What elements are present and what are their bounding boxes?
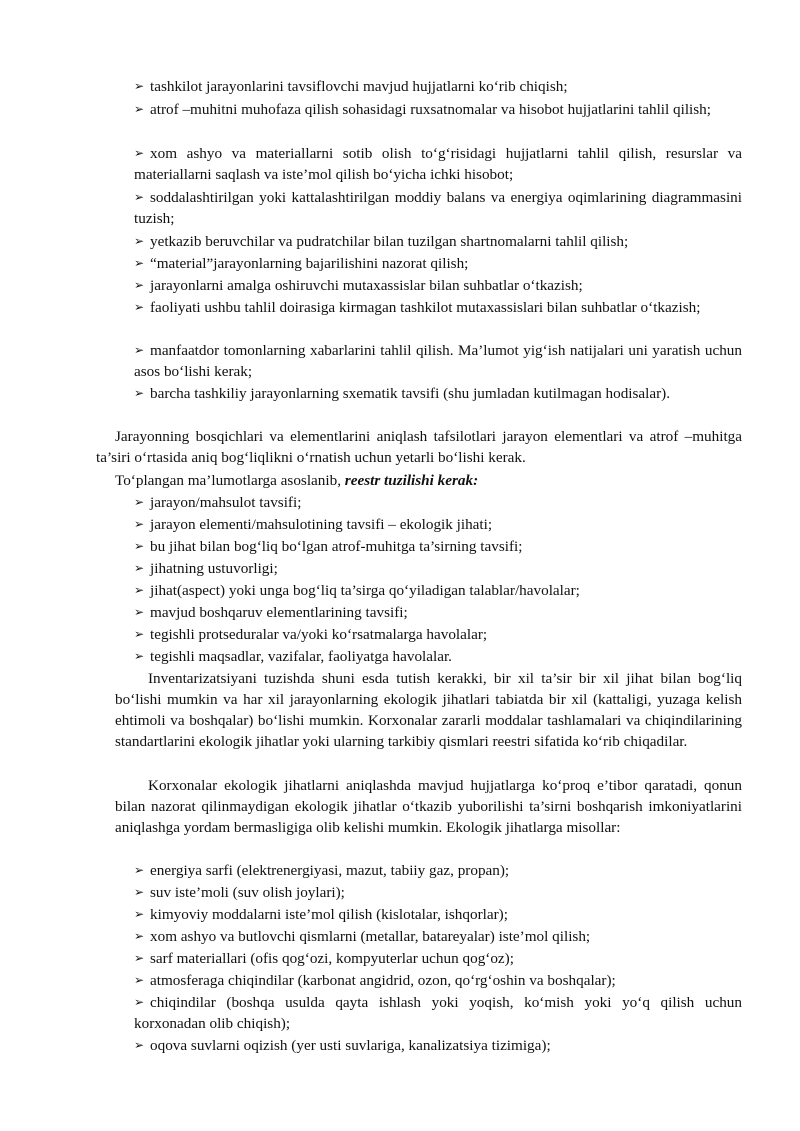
- list-item: ➢ jihatning ustuvorligi;: [134, 560, 278, 577]
- arrow-bullet-icon: ➢: [134, 1038, 145, 1052]
- list-item: ➢ faoliyati ushbu tahlil doirasiga kirmagan tashkilot mutaxassislari bilan suhbatlar o‘tkazish;: [134, 299, 701, 316]
- arrow-bullet-icon: ➢: [134, 561, 145, 575]
- list-item: ➢ xom ashyo va materiallarni sotib olish to‘g‘risidagi hujjatlarni tahlil qilish, resurslar va materiallarni saqlash va iste’mol qilish bo‘yicha ichki hisobot;: [134, 145, 742, 183]
- list-item: ➢ soddalashtirilgan yoki kattalashtirilgan moddiy balans va energiya oqimlarining diagrammasini tuzish;: [134, 189, 742, 227]
- list-item: ➢ jarayon elementi/mahsulotining tavsifi – ekologik jihati;: [134, 516, 493, 533]
- arrow-bullet-icon: ➢: [134, 995, 145, 1009]
- arrow-bullet-icon: ➢: [134, 973, 145, 987]
- arrow-bullet-icon: ➢: [134, 102, 145, 116]
- list-item: ➢ tegishli protseduralar va/yoki ko‘rsatmalarga havolalar;: [134, 626, 488, 643]
- paragraph: Korxonalar ekologik jihatlarni aniqlashda mavjud hujjatlarga ko‘proq e’tibor qaratadi, qonun bilan nazorat qilinmaydigan ekologik jihatlar o‘tkazib yuborilishi ta’sirni boshqarish imkoniyatlarini aniqlashga yordam bermasligiga olib kelishi mumkin. Ekologik jihatlarga misollar:: [115, 777, 742, 836]
- paragraph: Jarayonning bosqichlari va elementlarini aniqlash tafsilotlari jarayon elementlari va atrof –muhitga ta’siri o‘rtasida aniq bog‘liqlikni o‘rnatish uchun yetarli bo‘lishi kerak.: [96, 428, 742, 466]
- arrow-bullet-icon: ➢: [134, 649, 145, 663]
- list-item: ➢ barcha tashkiliy jarayonlarning sxematik tavsifi (shu jumladan kutilmagan hodisalar).: [134, 385, 671, 402]
- emphasis-text: reestr tuzilishi kerak:: [344, 472, 479, 489]
- list-item: ➢ tegishli maqsadlar, vazifalar, faoliyatga havolalar.: [134, 648, 452, 665]
- list-item: ➢ mavjud boshqaruv elementlarining tavsifi;: [134, 604, 408, 621]
- list-item: ➢ tashkilot jarayonlarini tavsiflovchi mavjud hujjatlarni ko‘rib chiqish;: [134, 78, 568, 95]
- list-item: ➢ manfaatdor tomonlarning xabarlarini tahlil qilish. Ma’lumot yig‘ish natijalari uni yaratish uchun asos bo‘lishi kerak;: [134, 342, 742, 380]
- arrow-bullet-icon: ➢: [134, 278, 145, 292]
- arrow-bullet-icon: ➢: [134, 627, 145, 641]
- arrow-bullet-icon: ➢: [134, 605, 145, 619]
- arrow-bullet-icon: ➢: [134, 190, 145, 204]
- list-item: ➢ oqova suvlarni oqizish (yer usti suvlariga, kanalizatsiya tizimiga);: [134, 1037, 551, 1054]
- arrow-bullet-icon: ➢: [134, 885, 145, 899]
- arrow-bullet-icon: ➢: [134, 517, 145, 531]
- list-item: ➢ bu jihat bilan bog‘liq bo‘lgan atrof-muhitga ta’sirning tavsifi;: [134, 538, 523, 555]
- arrow-bullet-icon: ➢: [134, 343, 145, 357]
- arrow-bullet-icon: ➢: [134, 929, 145, 943]
- list-item: ➢ “material”jarayonlarning bajarilishini nazorat qilish;: [134, 255, 469, 272]
- arrow-bullet-icon: ➢: [134, 907, 145, 921]
- arrow-bullet-icon: ➢: [134, 951, 145, 965]
- arrow-bullet-icon: ➢: [134, 234, 145, 248]
- list-item: ➢ chiqindilar (boshqa usulda qayta ishlash yoki yoqish, ko‘mish yoki yo‘q qilish uchun korxonadan olib chiqish);: [134, 994, 742, 1032]
- list-item: ➢ jarayon/mahsulot tavsifi;: [134, 494, 302, 511]
- list-item: ➢ xom ashyo va butlovchi qismlarni (metallar, batareyalar) iste’mol qilish;: [134, 928, 591, 945]
- list-item: ➢ suv iste’moli (suv olish joylari);: [134, 884, 345, 901]
- list-item: ➢ jihat(aspect) yoki unga bog‘liq ta’sirga qo‘yiladigan talablar/havolalar;: [134, 582, 580, 599]
- list-item: ➢ yetkazib beruvchilar va pudratchilar bilan tuzilgan shartnomalarni tahlil qilish;: [134, 233, 629, 250]
- arrow-bullet-icon: ➢: [134, 300, 145, 314]
- list-item: ➢ kimyoviy moddalarni iste’mol qilish (kislotalar, ishqorlar);: [134, 906, 508, 923]
- list-item: ➢ sarf materiallari (ofis qog‘ozi, kompyuterlar uchun qog‘oz);: [134, 950, 514, 967]
- arrow-bullet-icon: ➢: [134, 863, 145, 877]
- paragraph-lead: To‘plangan ma’lumotlarga asoslanib, reestr tuzilishi kerak:: [115, 472, 479, 489]
- list-item: ➢ energiya sarfi (elektrenergiyasi, mazut, tabiiy gaz, propan);: [134, 862, 510, 879]
- arrow-bullet-icon: ➢: [134, 256, 145, 270]
- list-item: ➢ jarayonlarni amalga oshiruvchi mutaxassislar bilan suhbatlar o‘tkazish;: [134, 277, 583, 294]
- paragraph: Inventarizatsiyani tuzishda shuni esda tutish kerakki, bir xil ta’sir bir xil jihat bilan bog‘liq bo‘lishi mumkin va har xil jarayonlarning ekologik jihatlari tabiatda bir xil (kattaligi, yuzaga kelish ehtimoli va boshqalar) bo‘lishi mumkin. Korxonalar zararli moddalar tashlamalari va chiqindilarining standartlarini ekologik jihatlar yoki ularning tarkibiy qismlari reestri sifatida ko‘rib chiqadilar.: [115, 670, 742, 750]
- arrow-bullet-icon: ➢: [134, 146, 145, 160]
- list-item: ➢ atmosferaga chiqindilar (karbonat angidrid, ozon, qo‘rg‘oshin va boshqalar);: [134, 972, 616, 989]
- arrow-bullet-icon: ➢: [134, 79, 145, 93]
- arrow-bullet-icon: ➢: [134, 583, 145, 597]
- arrow-bullet-icon: ➢: [134, 539, 145, 553]
- list-item: ➢ atrof –muhitni muhofaza qilish sohasidagi ruxsatnomalar va hisobot hujjatlarini tahlil qilish;: [134, 101, 711, 118]
- arrow-bullet-icon: ➢: [134, 386, 145, 400]
- arrow-bullet-icon: ➢: [134, 495, 145, 509]
